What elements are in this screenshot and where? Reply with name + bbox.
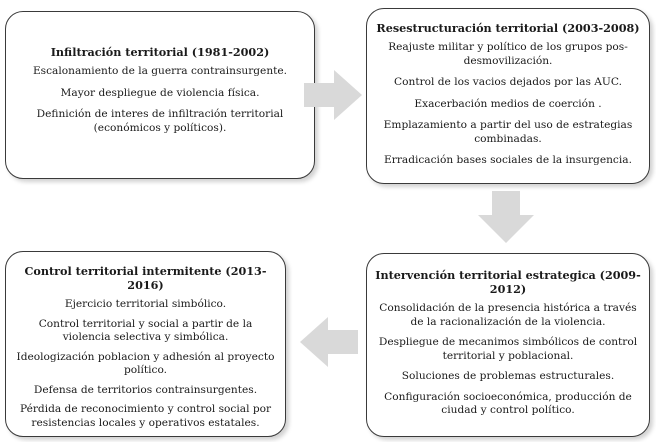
stage-box-intervencion — [366, 253, 650, 437]
arrow-down-icon — [478, 191, 534, 243]
stage-item: Consolidación de la presencia histórica a través de la racionalización de la violencia. — [379, 302, 637, 328]
stage-item: Mayor despliegue de violencia física. — [60, 86, 260, 99]
stage-item: Configuración socioeconómica, producción de ciudad y control político. — [384, 390, 632, 416]
stage-item: Erradicación bases sociales de la insurgencia. — [384, 154, 632, 166]
stage-box-reestructuracion — [366, 8, 650, 184]
stage-title: Infiltración territorial (1981-2002) — [50, 45, 270, 59]
arrow-right-icon — [304, 70, 362, 120]
stage-item: Reajuste militar y político de los grupos pos-desmovilización. — [388, 41, 628, 67]
stage-title: Control territorial intermitente (2013-2016) — [24, 264, 267, 292]
arrow-left-icon — [300, 317, 358, 367]
stage-item: Soluciones de problemas estructurales. — [401, 370, 615, 382]
stage-item: Ejercicio territorial simbólico. — [64, 298, 227, 310]
stage-item: Emplazamiento a partir del uso de estrategias combinadas. — [383, 119, 633, 145]
stage-item: Ideologización poblacion y adhesión al proyecto político. — [16, 350, 275, 376]
stage-item: Exacerbación medios de coerción . — [414, 97, 602, 110]
stage-item: Definición de interes de infiltración territorial (económicos y políticos). — [36, 108, 284, 134]
stage-item: Pérdida de reconocimiento y control social por resistencias locales y operativos estatales. — [19, 403, 272, 429]
stage-item: Control territorial y social a partir de la violencia selectiva y simbólica. — [38, 317, 253, 343]
stage-item: Despliegue de mecanimos simbólicos de control territorial y poblacional. — [378, 336, 638, 362]
stage-box-infiltracion — [5, 11, 315, 179]
stage-box-control-intermitente — [5, 251, 286, 437]
stage-item: Defensa de territorios contrainsurgentes. — [33, 383, 258, 396]
stage-title: Intervención territorial estrategica (2009-2012) — [375, 268, 641, 296]
stage-item: Escalonamiento de la guerra contrainsurgente. — [32, 65, 288, 77]
stage-title: Resestructuración territorial (2003-2008) — [376, 21, 640, 35]
stage-item: Control de los vacios dejados por las AUC. — [394, 76, 622, 88]
